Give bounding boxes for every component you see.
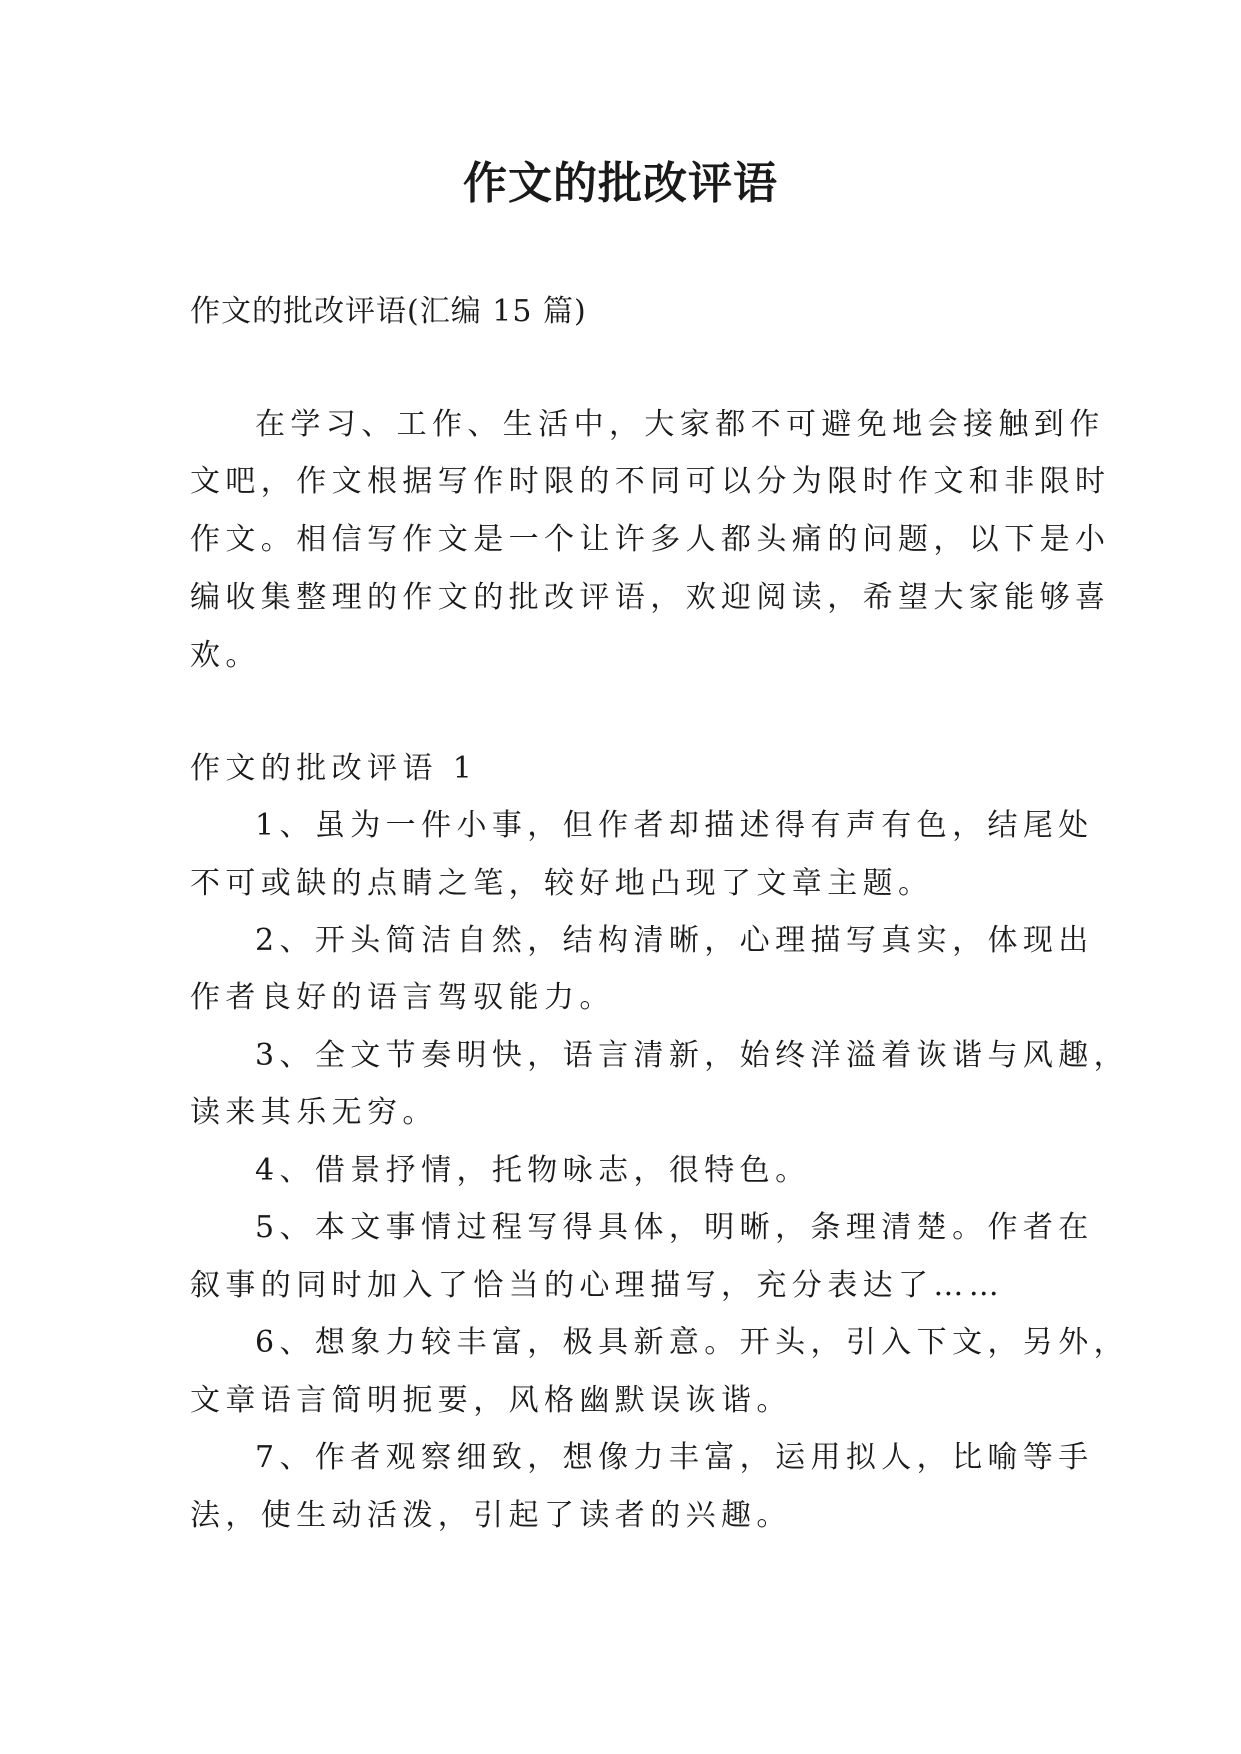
comment-line: 文章语言简明扼要，风格幽默误诙谐。 [190,1383,792,1418]
comment-line: 不可或缺的点睛之笔，较好地凸现了文章主题。 [190,866,934,901]
comment-line: 读来其乐无穷。 [190,1095,438,1130]
comment-line: 4、借景抒情，托物咏志，很特色。 [255,1153,811,1188]
comment-line: 叙事的同时加入了恰当的心理描写，充分表达了…… [190,1268,1005,1303]
document-title: 作文的批改评语 [463,158,778,209]
intro-line: 文吧，作文根据写作时限的不同可以分为限时作文和非限时 [190,464,1111,499]
intro-line: 作文。相信写作文是一个让许多人都头痛的问题，以下是小 [190,522,1111,557]
intro-line: 欢。 [190,638,261,673]
comment-line: 法，使生动活泼，引起了读者的兴趣。 [190,1498,792,1533]
intro-line: 编收集整理的作文的批改评语，欢迎阅读，希望大家能够喜 [190,580,1111,615]
comment-line: 作者良好的语言驾驭能力。 [190,980,615,1015]
comment-line: 7、作者观察细致，想像力丰富，运用拟人，比喻等手 [255,1440,1094,1475]
comment-line: 1、虽为一件小事，但作者却描述得有声有色，结尾处 [255,808,1094,843]
comment-line: 6、想象力较丰富，极具新意。开头，引入下文，另外， [255,1325,1130,1360]
document-subtitle: 作文的批改评语(汇编 15 篇) [190,294,587,329]
comment-line: 3、全文节奏明快，语言清新，始终洋溢着诙谐与风趣， [255,1038,1130,1073]
comment-line: 5、本文事情过程写得具体，明晰，条理清楚。作者在 [255,1210,1094,1245]
comment-line: 2、开头简洁自然，结构清晰，心理描写真实，体现出 [255,923,1094,958]
section-heading: 作文的批改评语 1 [190,751,478,786]
intro-line: 在学习、工作、生活中，大家都不可避免地会接触到作 [255,407,1105,442]
